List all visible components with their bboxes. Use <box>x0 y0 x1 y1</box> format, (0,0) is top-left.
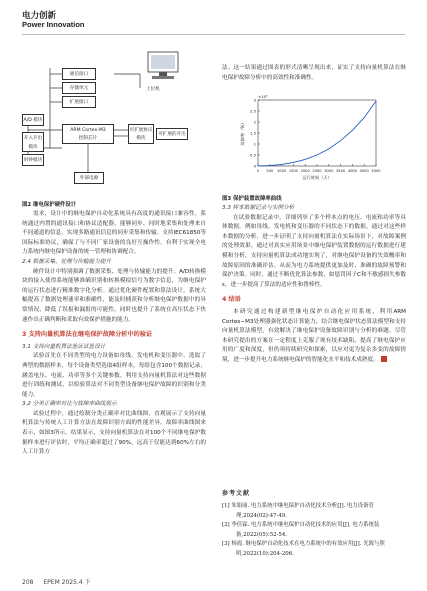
section-heading: 2.4 数据采集、处理与传输能力提升 <box>22 258 111 265</box>
section-heading: 3.3 样本数据记录与实例分析 <box>222 205 295 211</box>
x-tick-label: 4000 <box>347 169 357 173</box>
paragraph: 试验过程中，通过绘制分类正确率对比曲线图，直观展示了支持向量机算法与传统人工计算方法在故障识别方面的性能差异。故障率曲线图来表示，如图3所示。结果显示，支持向量机算法在对100个不同继电保护数据样本进行评估时，平均正确率超过了90%，远高于仅能达到60%左右的人工计算方 <box>22 410 206 456</box>
plot-frame <box>258 100 376 166</box>
x-tick-label: 3000 <box>324 169 334 173</box>
section-heading: 4 结语 <box>222 296 241 304</box>
expansion-interface-box: 扩展接口 <box>62 96 96 108</box>
x-tick-label: 1000 <box>277 169 287 173</box>
protocol-sublabel: 模块 <box>136 136 146 141</box>
fault-rate-chart <box>222 92 406 192</box>
figure-3-chart <box>222 92 406 192</box>
y-tick-label: 0.5 <box>249 152 256 158</box>
protocol-module-box <box>128 124 154 144</box>
x-tick-label: 2500 <box>312 169 322 173</box>
reference-item: [1] 朱娟丽. 电力系统中继电保护自动化技术分析[J]. 电力设备管理,2024(02):47-49. <box>222 503 374 519</box>
figure-2-caption: 图2 继电保护硬件设计 <box>22 202 77 208</box>
reference-item: [2] 李佳霖. 电力系统中继电保护自动化技术的应用[J]. 电力系统装备,2022(05):52-54. <box>222 522 380 538</box>
pc-label: 上位机 <box>146 87 160 92</box>
paragraph: 硬件设计中特别强调了数据采集、处理与传输能力的提升。A/D转换模块的接入使得系统能够准确识别和转换模拟信号为数字信息，为继电保护的运行状态进行精准数字化分析。通过优化硬件配置和算法设计，系统大幅提高了数据处理速率和准确性，能及时捕获和分析继电保护数据中的异常情况，降低了误报和漏报的可能性，同时也提升了系统在高压状态下快速作出正确判断和采取有效保护措施的能力。 <box>22 268 206 323</box>
ad-module-box: A/D 模块 <box>22 114 44 126</box>
references-list <box>222 502 406 560</box>
y-tick-label: 3 <box>253 97 256 103</box>
paragraph: 在试验数据记录中，详细列举了多个样本点的电压、电流和功率等具体数据。例如母线、发电机和变压器的不同状态下的数据。通过对这些样本数据的分析，进一步证明了支持向量机算法在实际场景下，对故障案例的处理效果。通过对真实应用场景中继电保护装置数据的运行数据进行建模和分析，支持向量机算法成功地实现了，对继电保护设备的失效概率和故障原因的准确评估。从而为电力系统提供更加及时、准确的故障预警和保护决策。同时，通过不断优化算法参数，如惩罚因子C和不敏感损失参数ε，进一步提高了算法的适应性和鲁棒性。 <box>222 214 406 288</box>
clock-module-box: 时钟模块 <box>22 154 44 166</box>
references-title: 参考文献 <box>222 490 251 497</box>
section-heading: 3 支持向量机算法在继电保护故障分析中的验证 <box>22 331 153 339</box>
y-axis-label: 故障率（%） <box>240 120 245 146</box>
right-column-top <box>222 64 406 83</box>
x-tick-label: 3500 <box>336 169 346 173</box>
paragraph: 本研究通过构建新型继电保护自动化应用系统，利用ARM Cortex−M3处理器强化状态计算能力，结合继电保护状态算法模型和支持向量机算法模型，有效解决了继电保护设备故障识别与分析的难题。尽管本研究提出的方案在一定程度上克服了现有技术缺陷，提高了继电保护应用的广度和深度，但仍须持续研究和探索，以应对更为复杂多变的故障情境，进一步提升电力系统继电保护的智能化水平和技术成熟度。 <box>222 308 406 363</box>
figure-2 <box>22 40 204 198</box>
section-heading: 3.2 分类正确率对比与故障率曲线展示 <box>22 401 117 408</box>
x-tick-label: 4500 <box>359 169 369 173</box>
power-supply-box: 外部电源 <box>74 172 104 184</box>
section-heading: 3.1 支持向量机算法验证试验设计 <box>22 343 106 350</box>
y-tick-label: 1 <box>253 141 256 147</box>
arm-chip-label: ARM Cortex-M3 <box>70 128 106 133</box>
x-tick-label: 2000 <box>300 169 310 173</box>
journal-info: EPEM 2025.4 下 <box>43 579 91 586</box>
monitor-icon <box>142 50 184 84</box>
paragraph: 需求，设计中的继电保护自动化系统具有高度的通讯接口兼容性。系统通过内置的通讯接口和协议适配器，能够同步、同时地采集和处理来自不同通道的信息，实现多路通讯信息的同步采集和传输。支持IEC61850等国际标准协议，确保了与不同厂家设备的良好互操作性，有利于实现全电力系统内继电保护设备的统一管理和协调配合。 <box>22 211 206 256</box>
x-tick-label: 0 <box>256 169 260 173</box>
y-tick-label: 2 <box>253 119 256 125</box>
reference-item: [3] 杨霞. 继电保护自动化技术在电力系统中的有效应用[J]. 光源与照明,2022(10):204-206. <box>222 541 385 557</box>
header-divider <box>22 34 405 35</box>
references <box>222 488 406 560</box>
dio-module-box: 开入开出模块 <box>22 132 44 152</box>
section-subtitle: Power Innovation <box>22 20 85 29</box>
section-title: 电力创新 <box>22 11 57 21</box>
y-tick-label: 0 <box>253 163 256 169</box>
arm-chip-box <box>62 124 114 144</box>
fault-rate-line <box>258 101 376 166</box>
figure-3-caption: 图3 保护装置故障率曲线 <box>222 196 282 202</box>
x-tick-label: 5000 <box>371 169 381 173</box>
right-column-bottom <box>222 204 406 366</box>
relay-output-box: 可扩展的开出 <box>156 128 188 140</box>
storage-unit-box: 存储单元 <box>62 82 96 94</box>
protocol-label: 可扩展协议 <box>129 128 153 133</box>
x-tick-label: 500 <box>266 169 274 173</box>
comm-interface-box: 通信接口 <box>62 68 96 80</box>
y-exponent-label: ×10⁵ <box>258 94 268 99</box>
paragraph: 试验首先在不同类型的电力设备如母线、发电机和变压器中，选取了典型的数据样本，每个设备类型选取4组样本，每组包含100个数据记录，涵盖电压、电流、功率等多个关键参数。利用支持向量机算法对这些数据进行训练和测试，以检验算法对不同类型设备继电保护故障的识别和分类能力。 <box>22 353 206 398</box>
y-tick-label: 2.5 <box>249 108 256 114</box>
page-number: 208 <box>22 579 34 586</box>
x-tick-label: 1500 <box>288 169 298 173</box>
arm-chip-sublabel: 控制芯片 <box>78 136 98 141</box>
x-axis-label: 运行时间（天） <box>302 175 332 180</box>
paragraph: 法。这一结果通过图表的形式清晰呈现出来，证实了支持向量机算法在继电保护故障分析中的高效性和准确性。 <box>222 65 406 81</box>
end-mark-icon <box>381 356 387 362</box>
footer <box>22 577 91 586</box>
y-tick-label: 1.5 <box>249 130 256 136</box>
left-column <box>22 210 206 458</box>
